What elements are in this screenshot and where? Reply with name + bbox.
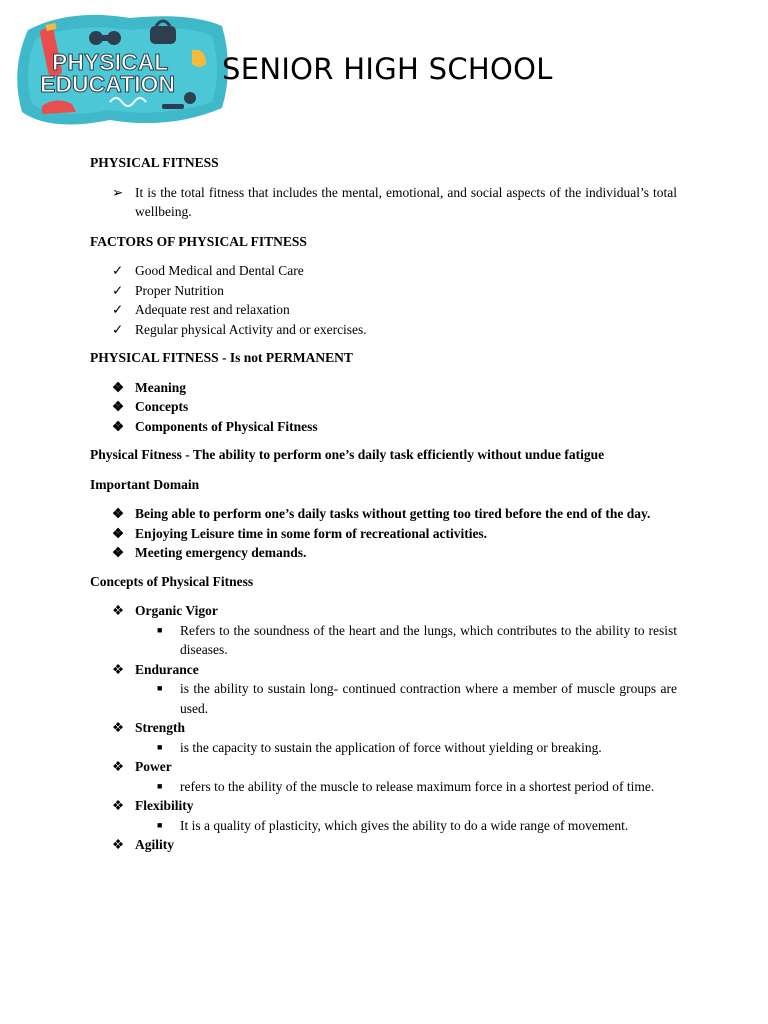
concept-description: refers to the ability of the muscle to release maximum force in a shortest period of time.: [180, 778, 655, 794]
list-item: [90, 261, 677, 281]
sub-list: [135, 777, 677, 797]
list-item-text: Proper Nutrition: [135, 282, 224, 298]
document-body: [90, 153, 677, 864]
page-title: SENIOR HIGH SCHOOL: [222, 52, 553, 86]
square-bullet-icon: ■: [157, 624, 163, 635]
concept-item: [90, 718, 677, 757]
concept-term: Flexibility: [135, 798, 194, 813]
concept-term: Agility: [135, 837, 174, 852]
list-item-text: It is the total fitness that includes the mental, emotional, and social aspects of the individual’s total wellbeing.: [135, 184, 677, 219]
sub-list-item: [90, 738, 677, 758]
diamond-bullet-icon: ❖: [112, 545, 125, 560]
diamond-bullet-icon: ❖: [112, 720, 125, 735]
sub-list: [135, 738, 677, 758]
concept-item: [90, 601, 677, 660]
diamond-bullet-icon: ❖: [112, 379, 125, 395]
diamond-bullet-icon: ❖: [112, 798, 125, 813]
checkmark-icon: ✓: [112, 302, 124, 317]
list-item-text: Concepts: [135, 399, 189, 414]
list-item-text: Enjoying Leisure time in some form of recreational activities.: [135, 525, 488, 541]
list-item: [90, 417, 677, 437]
diamond-bullet-icon: ❖: [112, 418, 125, 434]
section-heading: Important Domain: [90, 476, 200, 492]
concept-term: Power: [135, 759, 172, 774]
diamond-list: [90, 378, 677, 437]
list-item: [90, 320, 677, 340]
concept-item: [90, 757, 677, 796]
list-item: [90, 543, 677, 563]
concept-term: Strength: [135, 720, 186, 735]
section-heading: FACTORS OF PHYSICAL FITNESS: [90, 233, 307, 249]
concept-description: Refers to the soundness of the heart and the lungs, which contributes to the ability to resist diseases.: [180, 622, 677, 657]
diamond-list: [90, 504, 677, 563]
checkmark-icon: ✓: [112, 282, 124, 298]
logo-line2: EDUCATION: [40, 71, 176, 97]
list-item-text: Adequate rest and relaxation: [135, 302, 290, 317]
list-item-text: Meeting emergency demands.: [135, 545, 307, 560]
physical-education-logo: [10, 8, 232, 128]
square-bullet-icon: ■: [157, 741, 163, 752]
sub-list-item: [90, 679, 677, 718]
diamond-bullet-icon: ❖: [112, 661, 125, 677]
sub-list: [135, 621, 677, 660]
diamond-bullet-icon: ❖: [112, 506, 125, 521]
diamond-bullet-icon: ❖: [112, 603, 125, 618]
list-item: [90, 378, 677, 398]
sub-list: [135, 816, 677, 836]
diamond-bullet-icon: ❖: [112, 837, 125, 852]
sub-list-item: [90, 816, 677, 836]
sub-list-item: [90, 621, 677, 660]
square-bullet-icon: ■: [157, 683, 163, 693]
checklist: [90, 261, 677, 339]
section-heading: PHYSICAL FITNESS - Is not PERMANENT: [90, 350, 353, 365]
concept-item: [90, 835, 677, 855]
list-item: [90, 281, 677, 301]
square-bullet-icon: ■: [157, 780, 163, 791]
checkmark-icon: ✓: [112, 321, 124, 337]
sub-list-item: [90, 777, 677, 797]
concept-item: [90, 796, 677, 835]
list-item: [90, 524, 677, 544]
bullet-list: [90, 183, 677, 222]
logo-line1: PHYSICAL: [52, 49, 169, 75]
list-item-text: Regular physical Activity and or exercises.: [135, 321, 367, 337]
arrow-bullet-icon: ➢: [112, 184, 124, 200]
sub-list: [135, 679, 677, 718]
checkmark-icon: ✓: [112, 263, 124, 278]
square-bullet-icon: ■: [157, 819, 163, 830]
concept-term: Organic Vigor: [135, 603, 218, 618]
list-item: [90, 397, 677, 417]
list-item: [90, 504, 677, 524]
diamond-bullet-icon: ❖: [112, 525, 125, 541]
diamond-bullet-icon: ❖: [112, 759, 125, 774]
list-item: [90, 183, 677, 222]
list-item-text: Good Medical and Dental Care: [135, 263, 304, 278]
concept-term: Endurance: [135, 661, 199, 677]
section-heading: Concepts of Physical Fitness: [90, 573, 254, 589]
concept-description: It is a quality of plasticity, which gives the ability to do a wide range of movement.: [180, 817, 629, 833]
list-item-text: Meaning: [135, 379, 187, 395]
concepts-list: [90, 601, 677, 855]
list-item-text: Being able to perform one’s daily tasks without getting too tired before the end of the day.: [135, 506, 651, 521]
list-item-text: Components of Physical Fitness: [135, 418, 318, 434]
list-item: [90, 300, 677, 320]
concept-item: [90, 660, 677, 719]
definition-text: Physical Fitness - The ability to perform one’s daily task efficiently without undue fatigue: [90, 447, 605, 462]
concept-description: is the ability to sustain long- continued contraction where a member of muscle groups are used.: [180, 681, 677, 716]
section-heading: PHYSICAL FITNESS: [90, 155, 219, 170]
concept-description: is the capacity to sustain the application of force without yielding or breaking.: [180, 739, 602, 755]
diamond-bullet-icon: ❖: [112, 399, 125, 414]
